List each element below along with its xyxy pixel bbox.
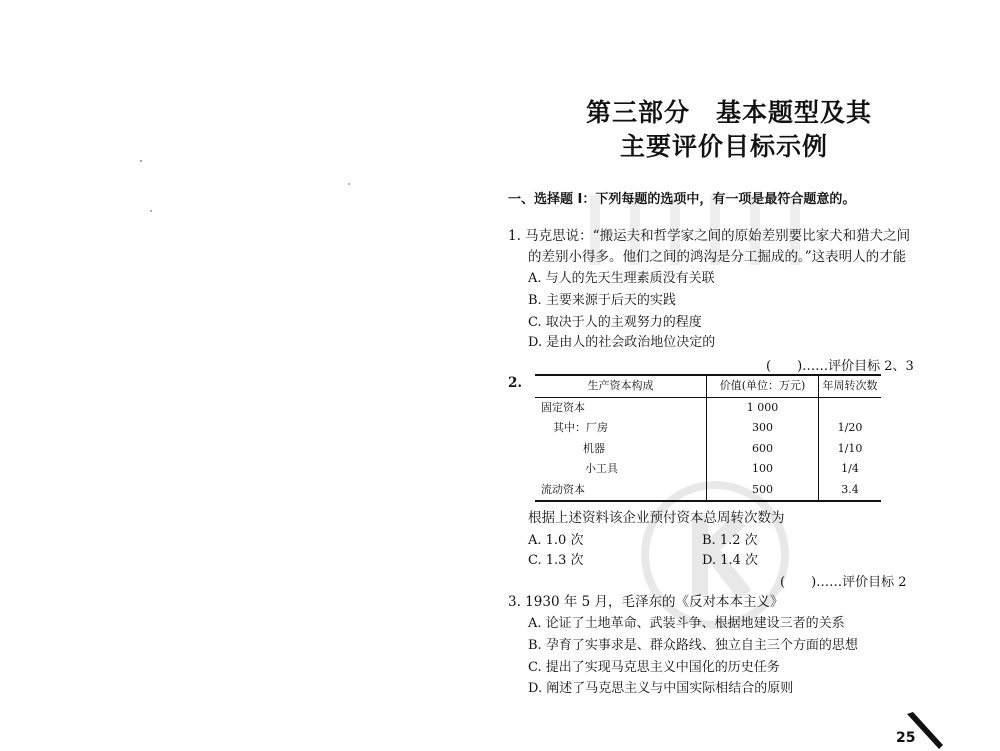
- table-cell: 100: [707, 459, 819, 480]
- corner-tab-icon: [905, 712, 945, 751]
- table-row: [535, 480, 881, 502]
- table-header-row: [535, 375, 881, 397]
- question-2-option-c: C. 1.3 次: [528, 553, 584, 568]
- table-cell: 其中：厂房: [553, 421, 608, 434]
- question-3-line1: 3. 1930 年 5 月，毛泽东的《反对本本主义》: [508, 594, 784, 610]
- question-2-evaluation: ( )……评价目标 2: [780, 575, 907, 590]
- table-row: [535, 418, 881, 439]
- question-2-option-d: D. 1.4 次: [702, 553, 759, 568]
- scan-dot: [150, 210, 152, 212]
- page-title-line2: 主要评价目标示例: [620, 132, 829, 161]
- question-3-option-d: D. 阐述了马克思主义与中国实际相结合的原则: [528, 681, 794, 696]
- table-header: 生产资本构成: [535, 375, 707, 397]
- table-cell: 500: [707, 480, 819, 502]
- table-cell: 1/20: [837, 421, 863, 434]
- table-header: 价值(单位：万元): [707, 375, 819, 397]
- question-1-option-c: C. 取决于人的主观努力的程度: [528, 315, 702, 330]
- page-number: 25: [896, 730, 916, 746]
- table-cell: 1/10: [837, 441, 863, 455]
- question-3-option-b: B. 孕育了实事求是、群众路线、独立自主三个方面的思想: [528, 638, 858, 653]
- table-cell: [819, 397, 882, 418]
- table-row: [535, 439, 881, 460]
- scan-dot: [140, 160, 142, 162]
- capital-table: [535, 374, 881, 502]
- table-cell: 3.4: [841, 482, 859, 496]
- scan-dot: [348, 183, 350, 185]
- table-cell: 1/4: [841, 462, 859, 475]
- question-2-option-a: A. 1.0 次: [528, 533, 584, 548]
- question-1-option-a: A. 与人的先天生理素质没有关联: [528, 271, 715, 286]
- table-row: [535, 397, 881, 418]
- question-1-option-b: B. 主要来源于后天的实践: [528, 293, 676, 308]
- table-cell: 600: [707, 439, 819, 460]
- section-heading: 一、选择题 I：下列每题的选项中，有一项是最符合题意的。: [508, 192, 856, 207]
- question-2-number: 2.: [508, 375, 523, 391]
- table-cell: 300: [707, 418, 819, 439]
- question-1-evaluation: ( )……评价目标 2、3: [766, 359, 914, 374]
- question-3-option-a: A. 论证了土地革命、武装斗争、根据地建设三者的关系: [528, 616, 845, 631]
- table-row: [535, 459, 881, 480]
- table-cell: 流动资本: [541, 482, 585, 496]
- question-2-stem: 根据上述资料该企业预付资本总周转次数为: [528, 510, 785, 526]
- question-1-line2: 的差别小得多。他们之间的鸿沟是分工掘成的。”这表明人的才能: [528, 249, 907, 265]
- question-1-line1: 1. 马克思说：“搬运夫和哲学家之间的原始差别要比家犬和猎犬之间: [508, 228, 911, 244]
- question-1-option-d: D. 是由人的社会政治地位决定的: [528, 335, 716, 350]
- table-cell: 固定资本: [541, 400, 585, 414]
- page-title-line1: 第三部分 基本题型及其: [586, 98, 873, 127]
- table-header: 年周转次数: [819, 375, 882, 397]
- table-cell: 小工具: [585, 462, 618, 475]
- question-2-option-b: B. 1.2 次: [702, 533, 758, 548]
- question-3-option-c: C. 提出了实现马克思主义中国化的历史任务: [528, 660, 780, 675]
- table-cell: 1 000: [707, 397, 819, 418]
- table-cell: 机器: [583, 441, 605, 455]
